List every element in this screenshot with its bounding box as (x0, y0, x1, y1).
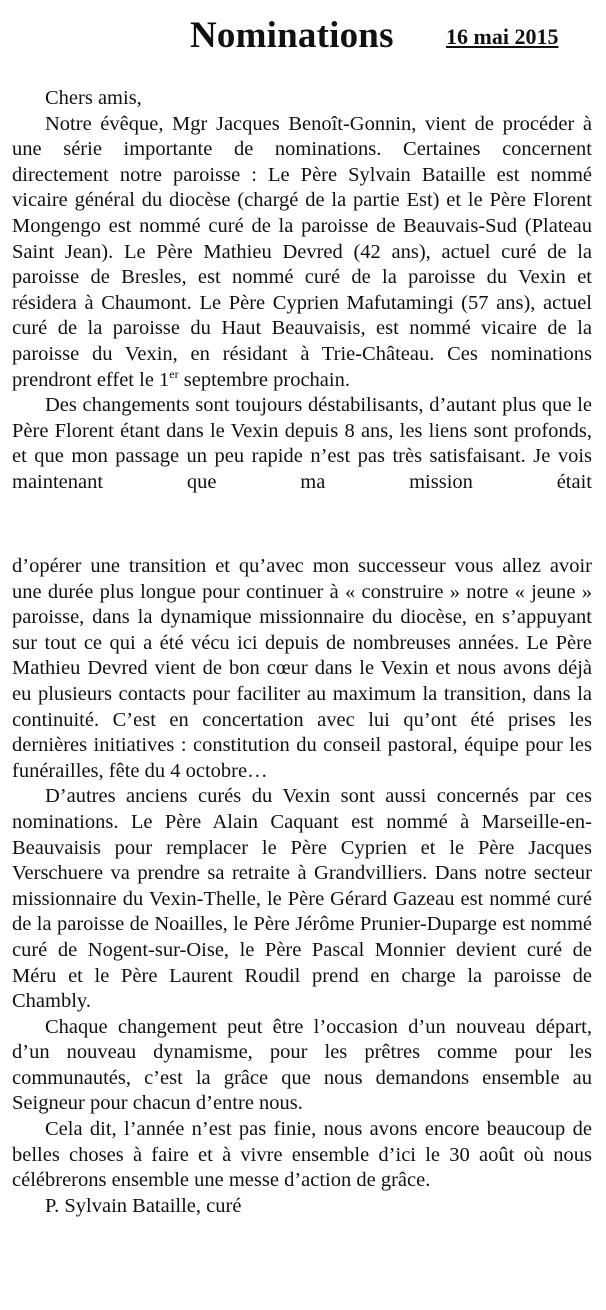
paragraph-new-start: Chaque changement peut être l’occasion d’un nouveau départ, d’un nouveau dynamisme, pour les prêtres comme pour les communautés, c’est la grâce que nous demandons ensemble au Seigneur pour chacun d’entre nous. (12, 1015, 592, 1115)
paragraph-nominations-text: Notre évêque, Mgr Jacques Benoît-Gonnin, vient de procéder à une série importante de nominations. Certaines concernent directement notre paroisse : Le Père Sylvain Bataille est nommé vicaire général du diocèse (chargé de la partie Est) et le Père Florent Mongengo est nommé curé de la paroisse de Beauvais-Sud (Plateau Saint Jean). Le Père Mathieu Devred (42 ans), actuel curé de la paroisse de Bresles, est nommé curé de la paroisse du Vexin et résidera à Chaumont. Le Père Cyprien Mafutamingi (57 ans), actuel curé de la paroisse du Haut Beauvaisis, est nommé vicaire de la paroisse du Vexin, en résidant à Trie-Château. Ces nominations prendront effet le 1 (12, 112, 592, 391)
text-column-top (12, 86, 592, 496)
signature: P. Sylvain Bataille, curé (45, 1194, 242, 1217)
ordinal-superscript: er (169, 366, 179, 381)
paragraph-year-not-over: Cela dit, l’année n’est pas finie, nous avons encore beaucoup de belles choses à faire et à vivre ensemble d’ici le 30 août où nous célébrerons ensemble une messe d’action de grâce. (12, 1118, 592, 1192)
greeting: Chers amis, (45, 87, 142, 109)
article-title: Nominations (190, 15, 394, 56)
article-date: 16 mai 2015 (446, 24, 559, 49)
article-header (0, 10, 606, 60)
paragraph-changes-continued: d’opérer une transition et qu’avec mon successeur vous allez avoir une durée plus longue pour continuer à « construire » notre « jeune » paroisse, dans la dynamique missionnaire du diocèse, en s’appuyant sur tout ce qui a été vécu ici depuis de nombreuses années. Le Père Mathieu Devred vient de bon cœur dans le Vexin et nous avons déjà eu plusieurs contacts pour faciliter au maximum la transition, dans la continuité. C’est en concertation avec lui qu’ont été prises les dernières initiatives : constitution du conseil pastoral, équipe pour les funérailles, fête du 4 octobre… (12, 555, 592, 782)
paragraph-other-priests: D’autres anciens curés du Vexin sont aussi concernés par ces nominations. Le Père Alain Caquant est nommé à Marseille-en-Beauvaisis pour remplacer le Père Cyprien et le Père Jacques Verschuere va prendre sa retraite à Grandvilliers. Dans notre secteur missionnaire du Vexin-Thelle, le Père Gérard Gazeau est nommé curé de la paroisse de Noailles, le Père Jérôme Prunier-Duparge est nommé curé de Nogent-sur-Oise, le Père Pascal Monnier devient curé de Méru et le Père Laurent Roudil prend en charge la paroisse de Chambly. (12, 785, 592, 1013)
paragraph-nominations-end: septembre prochain. (178, 368, 350, 391)
text-column-bottom (12, 554, 592, 1219)
paragraph-changes-start: Des changements sont toujours déstabilisants, d’autant plus que le Père Florent étant dans le Vexin depuis 8 ans, les liens sont profonds, et que mon passage un peu rapide n’est pas très satisfaisant. Je vois maintenant que ma mission était (12, 394, 592, 493)
paragraph-nominations (12, 112, 592, 394)
